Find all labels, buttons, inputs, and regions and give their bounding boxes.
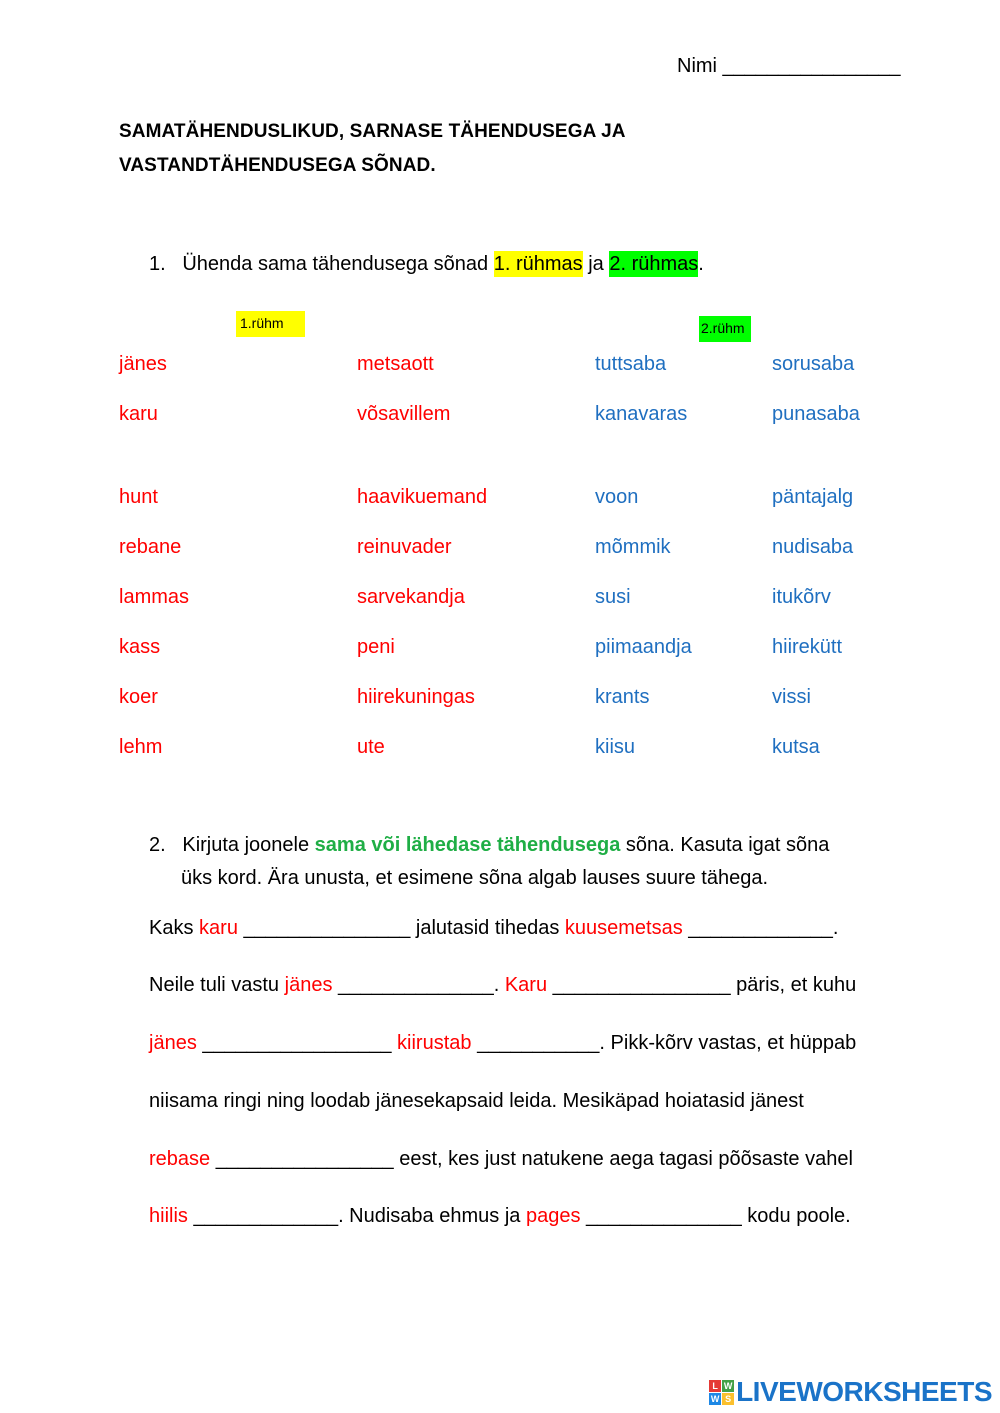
word-item[interactable]: haavikuemand [357, 486, 488, 508]
word-item[interactable]: hunt [119, 486, 158, 508]
logo-mark-tile: W [723, 1380, 733, 1391]
group-2-highlight: 2. rühmas [609, 253, 699, 275]
word-item[interactable]: sarvekandja [357, 586, 465, 608]
logo-mark-icon [709, 1380, 734, 1405]
word-item[interactable]: tuttsaba [595, 353, 667, 375]
word-item[interactable]: karu [119, 403, 158, 425]
word-item[interactable]: kiisu [595, 736, 636, 758]
word-item[interactable]: mõmmik [595, 536, 671, 558]
word-item[interactable]: metsaott [357, 353, 434, 375]
target-word: jänes [284, 974, 333, 996]
sentence-line [149, 917, 838, 940]
word-item[interactable]: nudisaba [772, 536, 854, 558]
target-word: kiirustab [397, 1032, 472, 1054]
word-item[interactable]: võsavillem [357, 403, 451, 425]
word-item[interactable]: lammas [119, 586, 190, 608]
word-item[interactable]: koer [119, 686, 158, 708]
word-item[interactable]: susi [595, 586, 631, 608]
sentence-text: Kaks [149, 917, 200, 939]
task-2-text: Kirjuta joonele [182, 834, 315, 856]
group-1-tag: 1.rühm [236, 311, 305, 337]
word-item[interactable]: reinuvader [357, 536, 452, 558]
sentence-text[interactable]: _______________ jalutasid tihedas [237, 917, 565, 939]
sentence-text[interactable]: ______________ kodu poole. [580, 1205, 851, 1227]
sentence-line [149, 974, 856, 997]
word-item[interactable]: voon [595, 486, 639, 508]
target-word: jänes [149, 1032, 197, 1054]
sentence-text[interactable]: _____________. Nudisaba ehmus ja [187, 1205, 526, 1227]
target-word: Karu [504, 974, 548, 996]
task-2-instruction [149, 834, 829, 857]
word-item[interactable]: punasaba [772, 403, 860, 425]
word-item[interactable]: vissi [772, 686, 811, 708]
page-title-line-2: VASTANDTÄHENDUSEGA SÕNAD. [119, 155, 436, 176]
word-item[interactable]: hiirekütt [772, 636, 843, 658]
word-item[interactable]: rebane [119, 536, 182, 558]
logo-mark-tile: W [710, 1393, 720, 1404]
target-word: rebase [149, 1148, 211, 1170]
word-item[interactable]: lehm [119, 736, 163, 758]
sentence-text[interactable]: _____________. [682, 917, 839, 939]
task-2-instruction-line-2: üks kord. Ära unusta, et esimene sõna algab lauses suure tähega. [181, 867, 769, 889]
task-2-number: 2. [149, 834, 166, 856]
word-item[interactable]: itukõrv [772, 586, 831, 608]
word-item[interactable]: ute [357, 736, 385, 758]
sentence-line [149, 1032, 856, 1055]
logo-mark-tile: S [722, 1393, 734, 1405]
sentence-line [149, 1148, 853, 1171]
sentence-text: niisama ringi ning loodab jänesekapsaid leida. Mesikäpad hoiatasid jänest [149, 1090, 804, 1112]
sentence-text[interactable]: ________________ päris, et kuhu [547, 974, 857, 996]
task-1-number: 1. [149, 253, 166, 275]
sentence-text[interactable]: _________________ [196, 1032, 398, 1054]
word-item[interactable]: sorusaba [772, 353, 855, 375]
task-1-middle: ja [582, 253, 610, 275]
sentence-line [149, 1090, 804, 1113]
word-item[interactable]: jänes [119, 353, 167, 375]
word-item[interactable]: kass [119, 636, 161, 658]
sentence-text: Neile tuli vastu [149, 974, 285, 996]
logo-mark-tile: L [709, 1380, 721, 1392]
word-item[interactable]: kanavaras [595, 403, 688, 425]
sentence-text[interactable]: ___________. Pikk-kõrv vastas, et hüppab [471, 1032, 857, 1054]
task-2-text-after: sõna. Kasuta igat sõna [620, 834, 830, 856]
sentence-text[interactable]: ______________. [332, 974, 505, 996]
page-title-line-1: SAMATÄHENDUSLIKUD, SARNASE TÄHENDUSEGA JA [119, 121, 626, 142]
word-item[interactable]: peni [357, 636, 395, 658]
task-1-instruction [149, 253, 704, 276]
sentence-line [149, 1205, 851, 1228]
logo-text: LIVEWORKSHEETS [736, 1376, 992, 1407]
target-word: kuusemetsas [564, 917, 683, 939]
liveworksheets-logo [709, 1376, 992, 1408]
group-2-tag: 2.rühm [699, 316, 751, 342]
word-item[interactable]: piimaandja [595, 636, 692, 658]
word-item[interactable]: kutsa [772, 736, 820, 758]
word-item[interactable]: hiirekuningas [357, 686, 475, 708]
task-2-highlight: sama või lähedase tähendusega [314, 834, 621, 856]
target-word: karu [199, 917, 238, 939]
group-1-highlight: 1. rühmas [493, 253, 583, 275]
task-1-text: Ühenda sama tähendusega sõnad [182, 253, 494, 275]
name-line: Nimi ________________ [677, 55, 901, 77]
target-word: pages [525, 1205, 581, 1227]
task-1-end: . [698, 253, 704, 275]
word-item[interactable]: päntajalg [772, 486, 854, 508]
sentence-text[interactable]: ________________ eest, kes just natukene aega tagasi põõsaste vahel [210, 1148, 853, 1170]
target-word: hiilis [149, 1205, 188, 1227]
word-item[interactable]: krants [595, 686, 650, 708]
